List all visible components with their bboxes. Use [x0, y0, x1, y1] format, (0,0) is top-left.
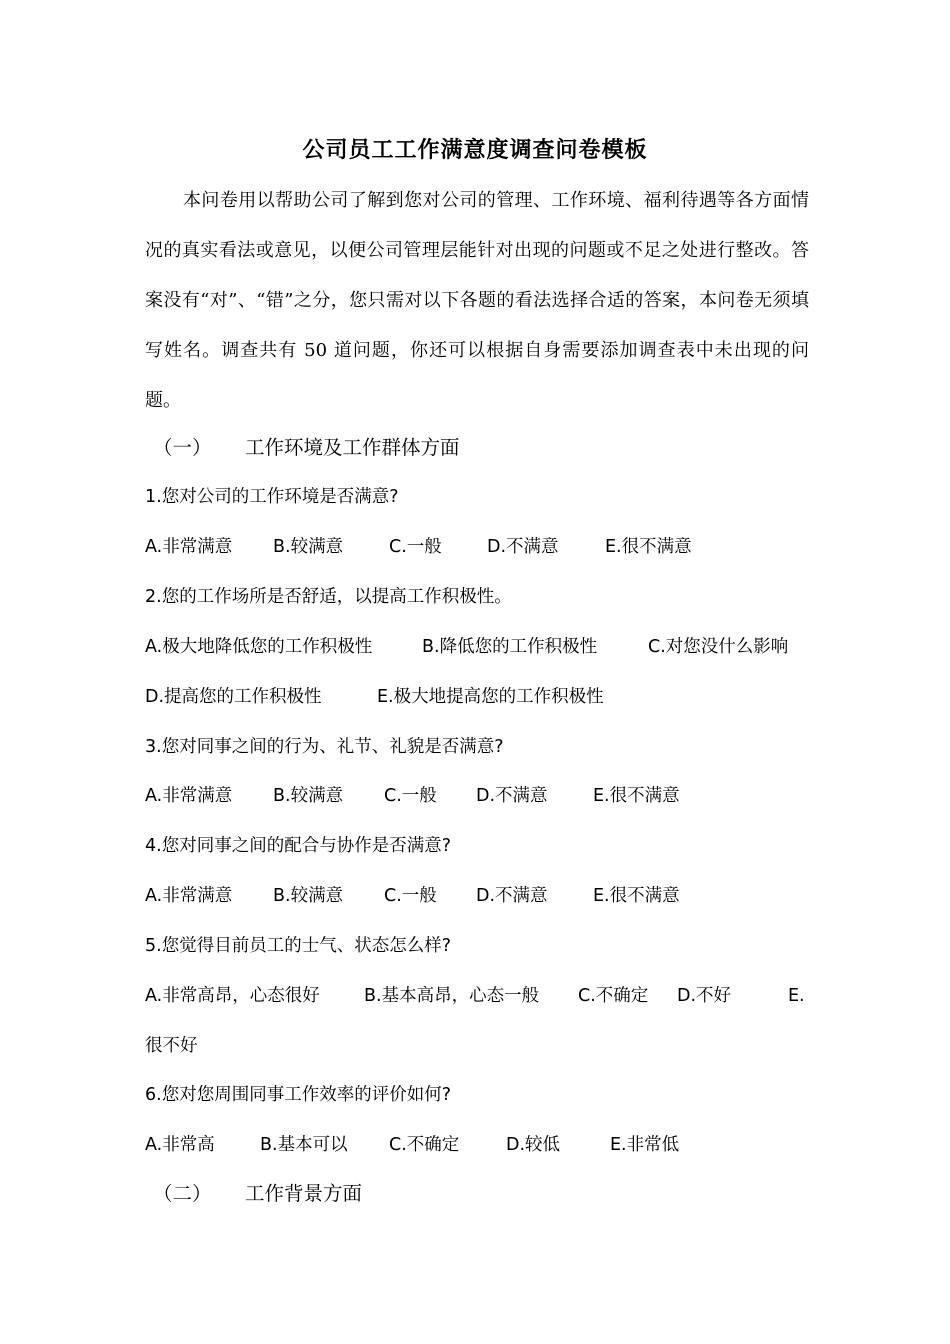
option-c: C.不确定	[389, 1135, 460, 1155]
option-e: E.很不满意	[593, 786, 680, 806]
option-c: C.对您没什么影响	[648, 637, 789, 657]
section-heading-1	[145, 423, 460, 473]
section-title: 工作背景方面	[245, 1182, 363, 1205]
question-3: 3.您对同事之间的行为、礼节、礼貌是否满意?	[145, 737, 504, 757]
section-title: 工作环境及工作群体方面	[245, 436, 460, 459]
intro-paragraph: 本问卷用以帮助公司了解到您对公司的管理、工作环境、福利待遇等各方面情况的真实看法或意见，以便公司管理层能针对出现的问题或不足之处进行整改。答案没有“对”、“错”之分，您只需对以下各题的看法选择合适的答案，本问卷无须填写姓名。调查共有 50 道问题，你还可以根据自身需要添加调查表中未出现的问题。	[145, 190, 809, 411]
option-e: E.很不满意	[593, 886, 680, 906]
section-number: （一）	[153, 436, 212, 459]
option-a: A.非常高昂，心态很好	[145, 986, 320, 1006]
question-3-options	[145, 771, 809, 821]
option-e: E.极大地提高您的工作积极性	[377, 687, 604, 707]
option-a: A.非常满意	[145, 786, 233, 806]
question-5-options-row-1	[145, 971, 809, 1021]
option-a: A.非常满意	[145, 886, 233, 906]
option-c: C.一般	[384, 786, 437, 806]
option-d: D.不满意	[476, 886, 548, 906]
question-5-options-row-2: 很不好	[145, 1036, 198, 1056]
question-6-options	[145, 1120, 809, 1170]
option-b: B.较满意	[273, 786, 344, 806]
question-1-options	[145, 522, 809, 572]
question-2-options-row-2	[145, 672, 809, 722]
section-heading-2	[145, 1169, 362, 1219]
option-d: D.提高您的工作积极性	[145, 687, 322, 707]
option-e: E.很不满意	[605, 537, 692, 557]
option-c: C.一般	[384, 886, 437, 906]
option-c: C.一般	[389, 537, 442, 557]
section-number: （二）	[153, 1182, 212, 1205]
option-e: E.非常低	[610, 1135, 680, 1155]
option-b: B.降低您的工作积极性	[422, 637, 598, 657]
question-2: 2.您的工作场所是否舒适，以提高工作积极性。	[145, 587, 512, 607]
option-d: D.不满意	[487, 537, 559, 557]
option-c: C.不确定	[578, 986, 649, 1006]
question-4-options	[145, 871, 809, 921]
option-d: D.不好	[677, 986, 732, 1006]
question-5: 5.您觉得目前员工的士气、状态怎么样?	[145, 936, 451, 956]
option-b: B.基本可以	[260, 1135, 348, 1155]
question-6: 6.您对您周围同事工作效率的评价如何?	[145, 1085, 451, 1105]
question-1: 1.您对公司的工作环境是否满意?	[145, 487, 399, 507]
question-4: 4.您对同事之间的配合与协作是否满意?	[145, 836, 451, 856]
document-title: 公司员工工作满意度调查问卷模板	[302, 137, 648, 163]
option-d: D.不满意	[476, 786, 548, 806]
option-b: B.较满意	[273, 537, 344, 557]
option-b: B.基本高昂，心态一般	[364, 986, 540, 1006]
option-a: A.非常高	[145, 1135, 215, 1155]
question-2-options-row-1	[145, 622, 809, 672]
option-a: A.极大地降低您的工作积极性	[145, 637, 373, 657]
option-d: D.较低	[506, 1135, 561, 1155]
option-e: E.	[788, 986, 805, 1006]
option-a: A.非常满意	[145, 537, 233, 557]
option-b: B.较满意	[273, 886, 344, 906]
